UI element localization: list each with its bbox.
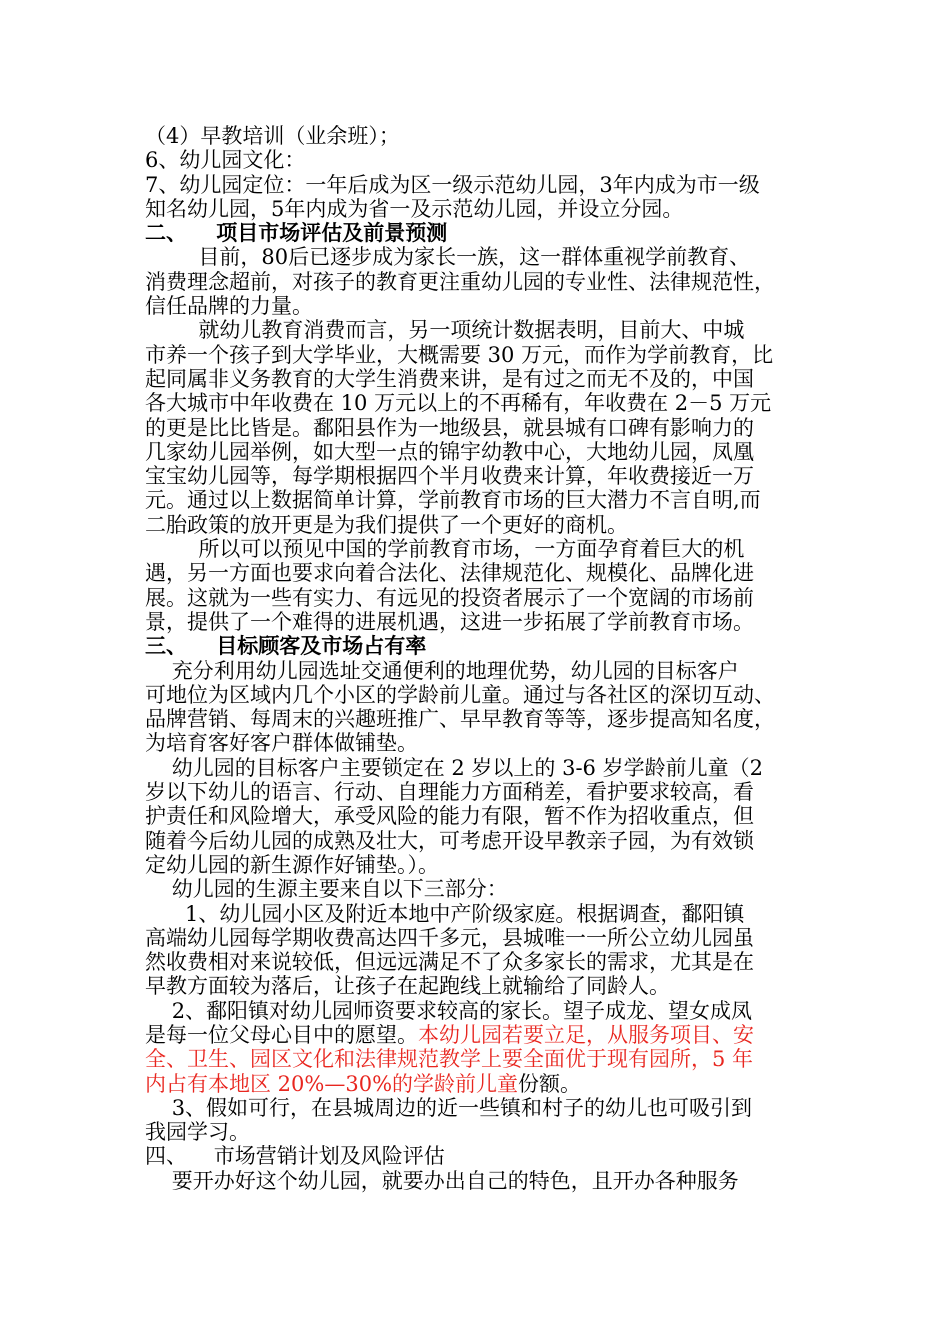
paragraph-line: 随着今后幼儿园的成熟及壮大，可考虑开设早教亲子园，为有效锁	[145, 828, 754, 853]
paragraph-line: 6、幼儿园文化：	[145, 148, 306, 173]
paragraph-line: 我园学习。	[145, 1120, 250, 1145]
paragraph-line: 目前，80后已逐步成为家长一族，这一群体重视学前教育、	[145, 245, 751, 270]
paragraph-line: 知名幼儿园，5年内成为省一及示范幼儿园，并设立分园。	[145, 196, 684, 221]
paragraph-line: 定幼儿园的新生源作好铺垫。）。	[145, 852, 439, 877]
paragraph-line: 岁以下幼儿的语言、行动、自理能力方面稍差，看护要求较高，看	[145, 780, 754, 805]
paragraph-line: 护责任和风险增大，承受风险的能力有限，暂不作为招收重点，但	[145, 804, 754, 829]
paragraph-line: 宝宝幼儿园等，每学期根据四个半月收费来计算，年收费接近一万	[145, 464, 754, 489]
paragraph-line: 景，提供了一个难得的进展机遇，这进一步拓展了学前教育市场。	[145, 609, 754, 634]
paragraph-line: 要开办好这个幼儿园，就要办出自己的特色，且开办各种服务	[145, 1168, 739, 1193]
paragraph-line: 品牌营销、每周末的兴趣班推广、早早教育等等，逐步提高知名度，	[145, 707, 775, 732]
paragraph-line: 早教方面较为落后，让孩子在起跑线上就输给了同龄人。	[145, 974, 670, 999]
plain-text: 是每一位父母心目中的愿望。	[145, 1022, 418, 1047]
paragraph-line: 展。这就为一些有实力、有远见的投资者展示了一个宽阔的市场前	[145, 585, 754, 610]
paragraph-line: 起同属非义务教育的大学生消费来讲，是有过之而无不及的，中国	[145, 366, 754, 391]
paragraph-line: 就幼儿教育消费而言，另一项统计数据表明，目前大、中城	[145, 318, 745, 343]
paragraph-line: 为培育客好客户群体做铺垫。	[145, 731, 418, 756]
paragraph-line: 信任品牌的力量。	[145, 294, 313, 319]
paragraph-line: 幼儿园的目标客户主要锁定在 2 岁以上的 3-6 岁学龄前儿童（2	[145, 755, 763, 780]
paragraph-line: 然收费相对来说较低，但远远满足不了众多家长的需求，尤其是在	[145, 950, 754, 975]
document-tail	[145, 1096, 825, 1193]
paragraph-line: 所以可以预见中国的学前教育市场，一方面孕育着巨大的机	[145, 537, 745, 562]
highlighted-text: 本幼儿园若要立足，从服务项目、安	[418, 1022, 754, 1047]
document-body	[145, 124, 825, 1023]
paragraph-line: 遇，另一方面也要求向着合法化、法律规范化、规模化、品牌化进	[145, 561, 754, 586]
section-heading: 二、 项目市场评估及前景预测	[145, 221, 448, 246]
paragraph-line: 3、假如可行，在县城周边的近一些镇和村子的幼儿也可吸引到	[145, 1095, 753, 1120]
document-page	[145, 124, 825, 1193]
paragraph-line-red-2: 全、卫生、园区文化和法律规范教学上要全面优于现有园所，5 年	[145, 1047, 754, 1072]
paragraph-line: 市养一个孩子到大学毕业，大概需要 30 万元，而作为学前教育，比	[145, 342, 774, 367]
paragraph-line-mixed-3	[145, 1072, 825, 1096]
plain-text: 份额。	[518, 1071, 582, 1096]
paragraph-line: 可地位为区域内几个小区的学龄前儿童。通过与各社区的深切互动、	[145, 682, 775, 707]
paragraph-line: 7、幼儿园定位：一年后成为区一级示范幼儿园，3年内成为市一级	[145, 172, 760, 197]
paragraph-line: 高端幼儿园每学期收费高达四千多元，县城唯一一所公立幼儿园虽	[145, 925, 754, 950]
paragraph-line: 二胎政策的放开更是为我们提供了一个更好的商机。	[145, 512, 628, 537]
section-heading: 三、 目标顾客及市场占有率	[145, 634, 427, 659]
paragraph-line: 1、幼儿园小区及附近本地中产阶级家庭。根据调查，鄱阳镇	[145, 901, 745, 926]
paragraph-line: 幼儿园的生源主要来自以下三部分：	[145, 877, 508, 902]
paragraph-line-mixed-1	[145, 1023, 825, 1047]
paragraph-line: 几家幼儿园举例，如大型一点的锦宇幼教中心，大地幼儿园，凤凰	[145, 439, 754, 464]
paragraph-line: （4）早教培训（业余班）；	[145, 124, 400, 148]
paragraph-line: 的更是比比皆是。鄱阳县作为一地级县，就县城有口碑有影响力的	[145, 415, 754, 440]
paragraph-line: 元。通过以上数据简单计算，学前教育市场的巨大潜力不言自明,而	[145, 488, 761, 513]
paragraph-line: 2、鄱阳镇对幼儿园师资要求较高的家长。望子成龙、望女成凤	[145, 998, 753, 1023]
section-heading: 四、 市场营销计划及风险评估	[145, 1144, 445, 1169]
paragraph-line: 各大城市中年收费在 10 万元以上的不再稀有，年收费在 2－5 万元	[145, 391, 772, 416]
paragraph-line: 充分利用幼儿园选址交通便利的地理优势，幼儿园的目标客户	[145, 658, 739, 683]
paragraph-line: 消费理念超前，对孩子的教育更注重幼儿园的专业性、法律规范性，	[145, 269, 775, 294]
highlighted-text: 内占有本地区 20%—30%的学龄前儿童	[145, 1071, 519, 1096]
